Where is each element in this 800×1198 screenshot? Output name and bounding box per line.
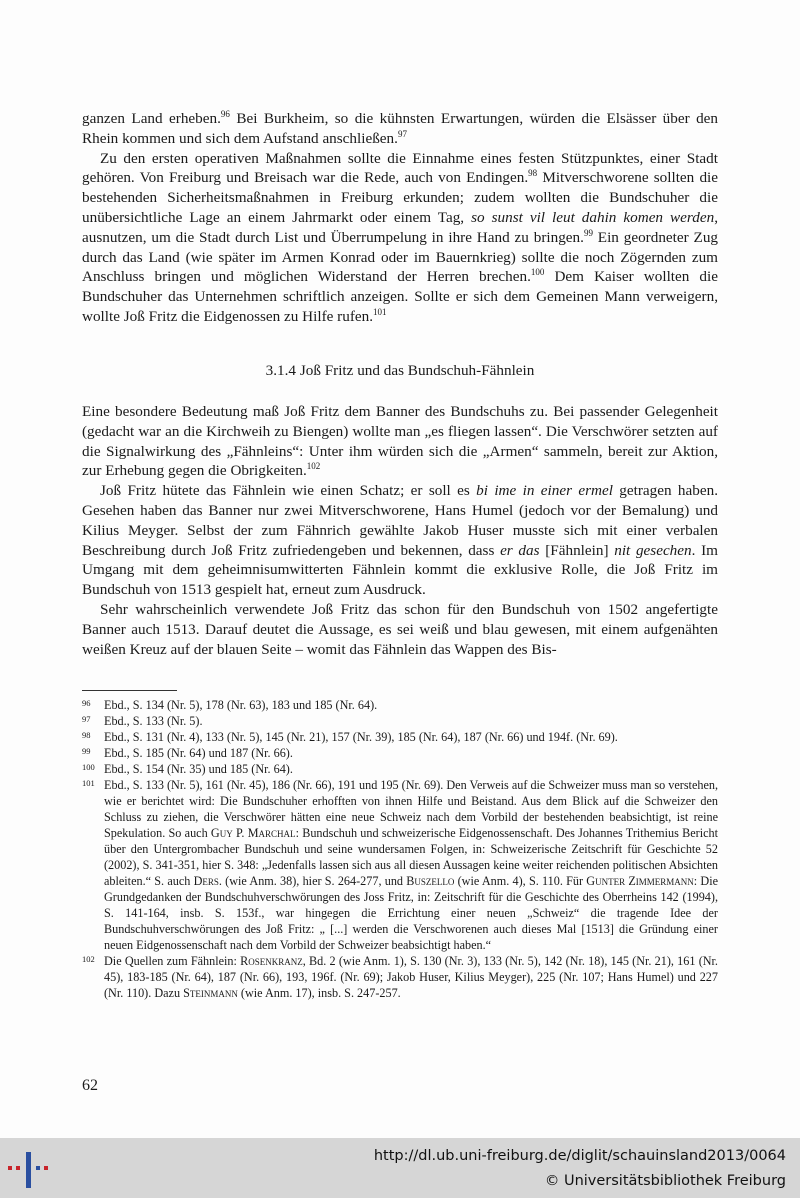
- paragraph: ganzen Land erheben.$^{96}$ Bei Burkheim, so die kühnsten Erwartungen, würden die Elsässer über den Rhein kommen und sich dem Aufstand anschließen.$^{97}$: [82, 109, 718, 147]
- footnote-marker[interactable]: 100: [530, 267, 545, 278]
- author-name: Guy P. Marchal: [210, 826, 296, 840]
- paragraph: Sehr wahrscheinlich verwendete Joß Fritz das schon für den Bundschuh von 1502 angefertigte Banner auch 1513. Darauf deutet die Aussage, es sei weiß und blau gewesen, mit einem aufgenähten weißen Kreuz auf der blauen Seite – womit das Fähnlein das Wappen des Bis-: [82, 600, 718, 658]
- footnote-number: 100: [82, 762, 95, 772]
- copyright-notice: © Universitätsbibliothek Freiburg: [544, 1173, 786, 1189]
- footnote-number: 101: [82, 778, 95, 788]
- footnotes: [82, 697, 718, 1001]
- footnote: 101 Ebd., S. 133 (Nr. 5), 161 (Nr. 45), 186 (Nr. 66), 191 und 195 (Nr. 69). Den Verweis auf die Schweizer muss man so verstehen, wie er berichtet wird: Die Bundschuher erhofften von ihnen Hilfe und Beistand. Aus dem Blick auf die Schweizer den Schluss zu ziehen, die Verschwörer hätten eine neue Schweiz nach dem Vorbild der bestehenden beabsichtigt, ist reine Spekulation. So auch Guy P. Marchal: Bundschuh und schweizerische Eidgenossenschaft. Des Johannes Trithemius Bericht über den Untergrombacher Bundschuh und seine wundersamen Folgen, in: Schweizerische Zeitschrift für Geschichte 52 (2002), S. 341-351, hier S. 348: „Jedenfalls lassen sich aus all diesen Aussagen keine weiter reichenden politischen Absichten ableiten.“ S. auch Ders. (wie Anm. 38), hier S. 264-277, und Buszello (wie Anm. 4), S. 110. Für Gunter Zimmermann: Die Grundgedanken der Bundschuhverschwörungen des Joss Fritz, in: Zeitschrift für die Geschichte des Oberrheins 142 (1994), S. 141-164, insb. S. 153f., war hingegen die Errichtung einer neuen „Schweiz“ die tragende Idee der Bundschuhverschwörungen des Joß Fritz: „ [...] werden die Verschworenen auch dieses Mal [1513] die Gründung einer neuen Eidgenossenschaft nach dem Vorbild der Schweizer beabsichtigt haben.“: [82, 777, 718, 953]
- italic-quote: er das: [500, 541, 540, 559]
- footnote: 99 Ebd., S. 185 (Nr. 64) und 187 (Nr. 66).: [82, 745, 718, 761]
- footnote-marker[interactable]: 102: [306, 461, 321, 472]
- footnote: 98 Ebd., S. 131 (Nr. 4), 133 (Nr. 5), 145 (Nr. 21), 157 (Nr. 39), 185 (Nr. 64), 187 (Nr. 66) und 194f. (Nr. 69).: [82, 729, 718, 745]
- body-text-bottom: [82, 402, 718, 659]
- footnote-number: 98: [82, 730, 91, 740]
- italic-quote: nit gesechen: [614, 541, 692, 559]
- section-heading: 3.1.4 Joß Fritz und das Bundschuh-Fähnlein: [265, 362, 535, 379]
- page-number: 62: [82, 1077, 98, 1094]
- source-url[interactable]: http://dl.ub.uni-freiburg.de/diglit/schauinsland2013/0064: [373, 1148, 786, 1164]
- footnote-marker[interactable]: 98: [528, 168, 538, 179]
- footnote: 97 Ebd., S. 133 (Nr. 5).: [82, 713, 718, 729]
- footnote-number: 97: [82, 714, 91, 724]
- footnote: 96 Ebd., S. 134 (Nr. 5), 178 (Nr. 63), 183 und 185 (Nr. 64).: [82, 697, 718, 713]
- footnote-number: 96: [82, 698, 91, 708]
- author-name: Steinmann: [183, 986, 238, 1000]
- footnote-marker[interactable]: 99: [583, 227, 593, 238]
- italic-quote: so sunst vil leut dahin komen werden: [471, 208, 715, 226]
- footnote-marker[interactable]: 97: [397, 128, 407, 139]
- footnote-number: 102: [82, 954, 95, 964]
- footnote-number: 99: [82, 746, 91, 756]
- body-text-top: [82, 109, 718, 327]
- ub-freiburg-logo-icon: [8, 1150, 48, 1190]
- viewer-footer-bar: [0, 1138, 800, 1198]
- paragraph: Joß Fritz hütete das Fähnlein wie einen Schatz; er soll es bi ime in einer ermel getragen haben. Gesehen haben das Banner nur zwei Mitverschworene, Hans Humel (jedoch vor der Bemalung) und Kilius Meyger. Selbst der zum Fähnrich gewählte Jakob Huser musste sich mit einer verbalen Beschreibung durch Joß Fritz zufriedengeben und bekennen, dass er das [Fähnlein] nit gesechen. Im Umgang mit dem geheimnisumwitterten Fähnlein kommt die exklusive Rolle, die Joß Fritz im Bundschuh von 1513 gespielt hat, erneut zum Ausdruck.: [82, 482, 719, 599]
- footnote-rule: [82, 690, 177, 691]
- paragraph: Eine besondere Bedeutung maß Joß Fritz dem Banner des Bundschuhs zu. Bei passender Gelegenheit (gedacht war an die Kirchweih zu Biengen) wollte man „es fliegen lassen“. Die Verschwörer setzten auf die Signalwirkung des „Fähnleins“: Unter ihm würden sich die „Armen“ sammeln, bereit zur Aktion, zur Erhebung gegen die Obrigkeiten.$^{102}$: [82, 403, 718, 480]
- footnote: 100 Ebd., S. 154 (Nr. 35) und 185 (Nr. 64).: [82, 761, 718, 777]
- italic-quote: bi ime in einer ermel: [476, 482, 613, 500]
- author-name: Gunter Zimmermann: [586, 874, 694, 888]
- footnote-marker[interactable]: 101: [373, 306, 387, 317]
- author-name: Buszello: [406, 874, 455, 888]
- author-name: Rosenkranz: [240, 954, 303, 968]
- author-name: Ders.: [193, 874, 222, 888]
- paragraph: Zu den ersten operativen Maßnahmen sollte die Einnahme eines festen Stützpunktes, einer Stadt gehören. Von Freiburg und Breisach war die Rede, auch von Endingen.$^{98}$ Mitverschworene sollten die bestehenden Sicherheitsmaßnahmen in Freiburg erkunden; zudem wollten die Bundschuher die unübersichtliche Lage an einem Jahrmarkt oder einem Tag, so sunst vil leut dahin komen werden, ausnutzen, um die Stadt durch List und Überrumpelung in ihre Hand zu bringen.$^{99}$ Ein geordneter Zug durch das Land (wie später im Armen Konrad oder im Bauernkrieg) sollte die noch Zögernden zum Anschluss bringen und möglichen Widerstand der Herren brechen.$^{100}$ Dem Kaiser wollten die Bundschuher das Unternehmen schriftlich anzeigen. Sollte er sich dem Gemeinen Mann verweigern, wollte Joß Fritz die Eidgenossen zu Hilfe rufen.$^{101}$: [82, 149, 719, 325]
- footnote-marker[interactable]: 96: [220, 109, 230, 119]
- footnote: 102 Die Quellen zum Fähnlein: Rosenkranz, Bd. 2 (wie Anm. 1), S. 130 (Nr. 3), 133 (Nr. 5), 142 (Nr. 18), 145 (Nr. 21), 161 (Nr. 45), 183-185 (Nr. 64), 187 (Nr. 66), 193, 196f. (Nr. 69); Jakob Huser, Kilius Meyger), 225 (Nr. 107; Hans Humel) und 227 (Nr. 110). Dazu Steinmann (wie Anm. 17), insb. S. 247-257.: [82, 953, 718, 1001]
